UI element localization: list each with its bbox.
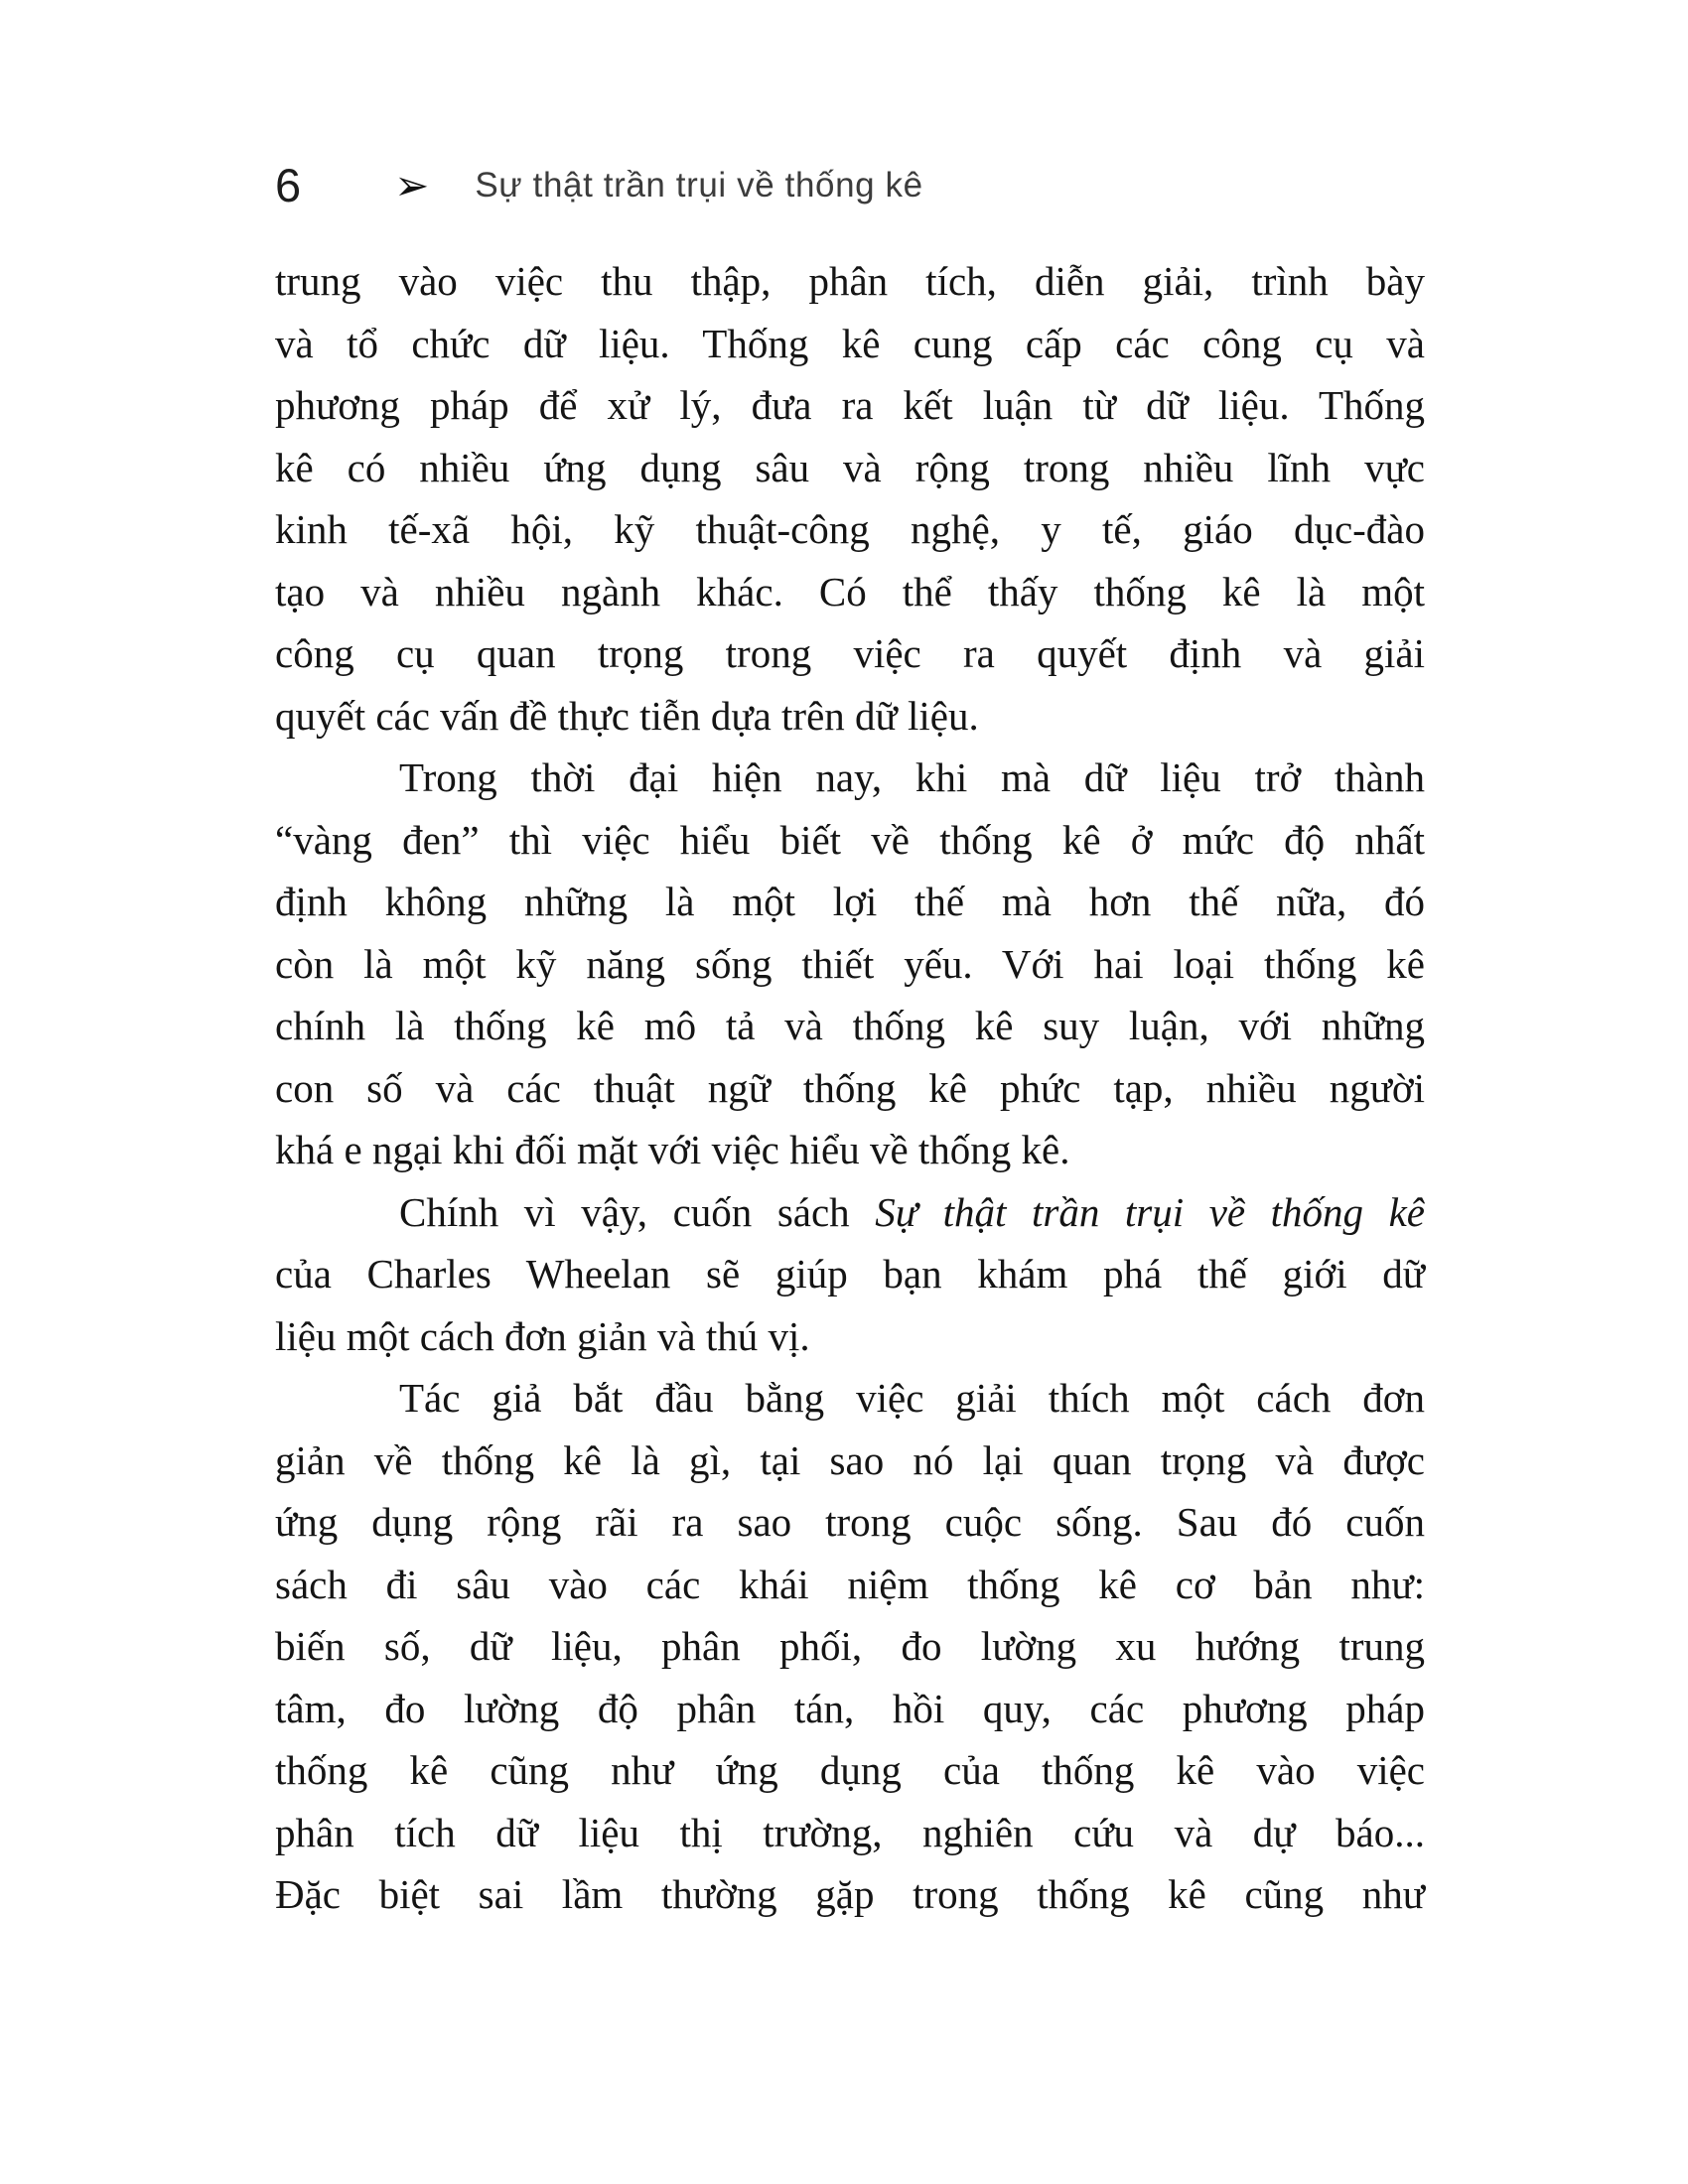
text-segment: tạo và nhiều ngành khác. Có thể thấy thống kê là một	[275, 568, 1425, 614]
text-segment: phương pháp để xử lý, đưa ra kết luận từ dữ liệu. Thống	[275, 382, 1425, 428]
page-number: 6	[275, 159, 302, 211]
text-line	[275, 1243, 1425, 1305]
text-segment: định không những là một lợi thế mà hơn thế nữa, đó	[275, 879, 1425, 924]
text-segment: kê có nhiều ứng dụng sâu và rộng trong nhiều lĩnh vực	[275, 444, 1425, 490]
text-line	[275, 747, 1425, 809]
text-line	[275, 871, 1425, 933]
text-segment: kinh tế-xã hội, kỹ thuật-công nghệ, y tế, giáo dục-đào	[275, 506, 1425, 552]
text-line	[275, 1305, 1425, 1368]
text-line	[275, 1863, 1425, 1926]
running-header-title: Sự thật trần trụi về thống kê	[475, 166, 923, 205]
text-segment: khá e ngại khi đối mặt với việc hiểu về thống kê.	[275, 1127, 1070, 1172]
text-segment: và tổ chức dữ liệu. Thống kê cung cấp các công cụ và	[275, 320, 1425, 366]
text-segment: công cụ quan trọng trong việc ra quyết định và giải	[275, 630, 1425, 676]
text-line	[275, 1057, 1425, 1120]
text-segment: “vàng đen” thì việc hiểu biết về thống kê ở mức độ nhất	[275, 816, 1425, 863]
text-segment: ứng dụng rộng rãi ra sao trong cuộc sống. Sau đó cuốn	[275, 1499, 1425, 1545]
text-segment: Chính vì vậy, cuốn sách	[399, 1188, 876, 1235]
text-line	[275, 685, 1425, 748]
text-line	[275, 1367, 1425, 1430]
text-line	[275, 313, 1425, 375]
text-line	[275, 498, 1425, 561]
arrowhead-icon: ➢	[394, 160, 430, 209]
text-line	[275, 561, 1425, 623]
text-segment: chính là thống kê mô tả và thống kê suy luận, với những	[275, 1003, 1425, 1048]
text-line	[275, 250, 1425, 313]
text-segment: giản về thống kê là gì, tại sao nó lại quan trọng và được	[275, 1436, 1425, 1483]
text-segment: Đặc biệt sai lầm thường gặp trong thống kê cũng như	[275, 1871, 1425, 1917]
text-line	[275, 622, 1425, 685]
text-segment: thống kê cũng như ứng dụng của thống kê vào việc	[275, 1747, 1425, 1793]
text-line	[275, 1181, 1425, 1244]
text-line	[275, 1739, 1425, 1802]
text-line	[275, 437, 1425, 499]
text-line	[275, 933, 1425, 996]
text-line	[275, 1430, 1425, 1492]
text-segment: trung vào việc thu thập, phân tích, diễn giải, trình bày	[275, 258, 1425, 304]
text-line	[275, 1491, 1425, 1554]
text-line	[275, 809, 1425, 872]
text-segment: phân tích dữ liệu thị trường, nghiên cứu và dự báo...	[275, 1809, 1425, 1855]
text-segment: liệu một cách đơn giản và thú vị.	[275, 1312, 810, 1359]
text-segment: Trong thời đại hiện nay, khi mà dữ liệu trở thành	[399, 754, 1425, 800]
running-header	[275, 159, 923, 211]
text-line	[275, 995, 1425, 1057]
text-segment: Tác giả bắt đầu bằng việc giải thích một cách đơn	[399, 1375, 1425, 1421]
text-segment: sách đi sâu vào các khái niệm thống kê cơ bản như:	[275, 1561, 1425, 1607]
text-segment: của Charles Wheelan sẽ giúp bạn khám phá thế giới dữ	[275, 1251, 1425, 1297]
body-text	[275, 250, 1425, 1926]
text-line	[275, 374, 1425, 437]
text-segment: biến số, dữ liệu, phân phối, đo lường xu hướng trung	[275, 1623, 1425, 1669]
book-title-italic: Sự thật trần trụi về thống kê	[875, 1188, 1425, 1235]
text-line	[275, 1554, 1425, 1616]
text-segment: con số và các thuật ngữ thống kê phức tạp, nhiều người	[275, 1064, 1425, 1111]
text-line	[275, 1678, 1425, 1740]
text-line	[275, 1119, 1425, 1181]
text-segment: còn là một kỹ năng sống thiết yếu. Với hai loại thống kê	[275, 940, 1425, 987]
text-line	[275, 1802, 1425, 1864]
text-segment: quyết các vấn đề thực tiễn dựa trên dữ liệu.	[275, 692, 979, 739]
text-line	[275, 1615, 1425, 1678]
text-segment: tâm, đo lường độ phân tán, hồi quy, các phương pháp	[275, 1685, 1425, 1731]
